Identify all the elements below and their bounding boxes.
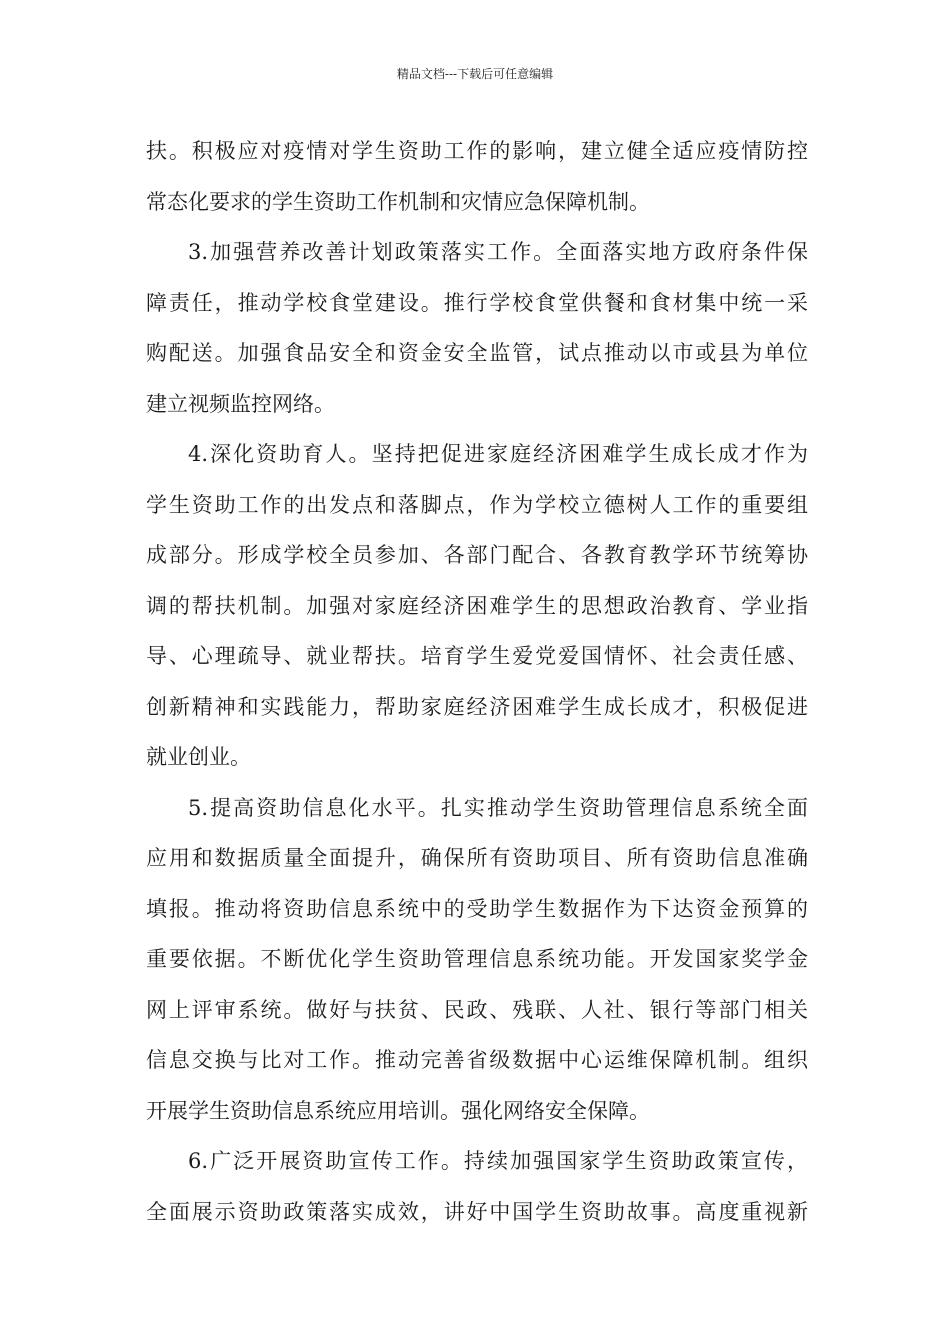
text-line: 导、心理疏导、就业帮扶。培育学生爱党爱国情怀、社会责任感、 — [146, 644, 808, 668]
text-line: 购配送。加强食品安全和资金安全监管，试点推动以市或县为单位 — [146, 341, 808, 365]
text-line: 重要依据。不断优化学生资助管理信息系统功能。开发国家奖学金 — [146, 947, 808, 971]
text-line: 扶。积极应对疫情对学生资助工作的影响，建立健全适应疫情防控 — [146, 139, 808, 163]
text-line: 就业创业。 — [146, 745, 251, 769]
text-line: 填报。推动将资助信息系统中的受助学生数据作为下达资金预算的 — [146, 896, 808, 921]
text-line: 开展学生资助信息系统应用培训。强化网络安全保障。 — [146, 1098, 650, 1123]
text-line: 成部分。形成学校全员参加、各部门配合、各教育教学环节统筹协 — [146, 543, 808, 567]
text-line: 建立视频监控网络。 — [146, 391, 335, 416]
text-line: 4.深化资助育人。坚持把促进家庭经济困难学生成长成才作为 — [188, 442, 808, 466]
text-line: 创新精神和实践能力，帮助家庭经济困难学生成长成才，积极促进 — [146, 694, 808, 719]
text-line: 应用和数据质量全面提升，确保所有资助项目、所有资助信息准确 — [146, 846, 808, 870]
text-line: 常态化要求的学生资助工作机制和灾情应急保障机制。 — [146, 189, 650, 214]
document-body — [146, 132, 808, 1243]
text-line: 学生资助工作的出发点和落脚点，作为学校立德树人工作的重要组 — [146, 492, 808, 517]
text-line: 5.提高资助信息化水平。扎实推动学生资助管理信息系统全面 — [188, 795, 808, 820]
text-line: 障责任，推动学校食堂建设。推行学校食堂供餐和食材集中统一采 — [146, 290, 808, 315]
page-header: 精品文档---下载后可任意编辑 — [396, 67, 554, 81]
text-line: 网上评审系统。做好与扶贫、民政、残联、人社、银行等部门相关 — [146, 997, 808, 1022]
text-line: 6.广泛开展资助宣传工作。持续加强国家学生资助政策宣传， — [188, 1149, 808, 1173]
text-line: 3.加强营养改善计划政策落实工作。全面落实地方政府条件保 — [188, 240, 808, 264]
text-line: 调的帮扶机制。加强对家庭经济困难学生的思想政治教育、学业指 — [146, 593, 808, 618]
text-line: 信息交换与比对工作。推动完善省级数据中心运维保障机制。组织 — [146, 1048, 808, 1072]
text-line: 全面展示资助政策落实成效，讲好中国学生资助故事。高度重视新 — [146, 1199, 808, 1224]
